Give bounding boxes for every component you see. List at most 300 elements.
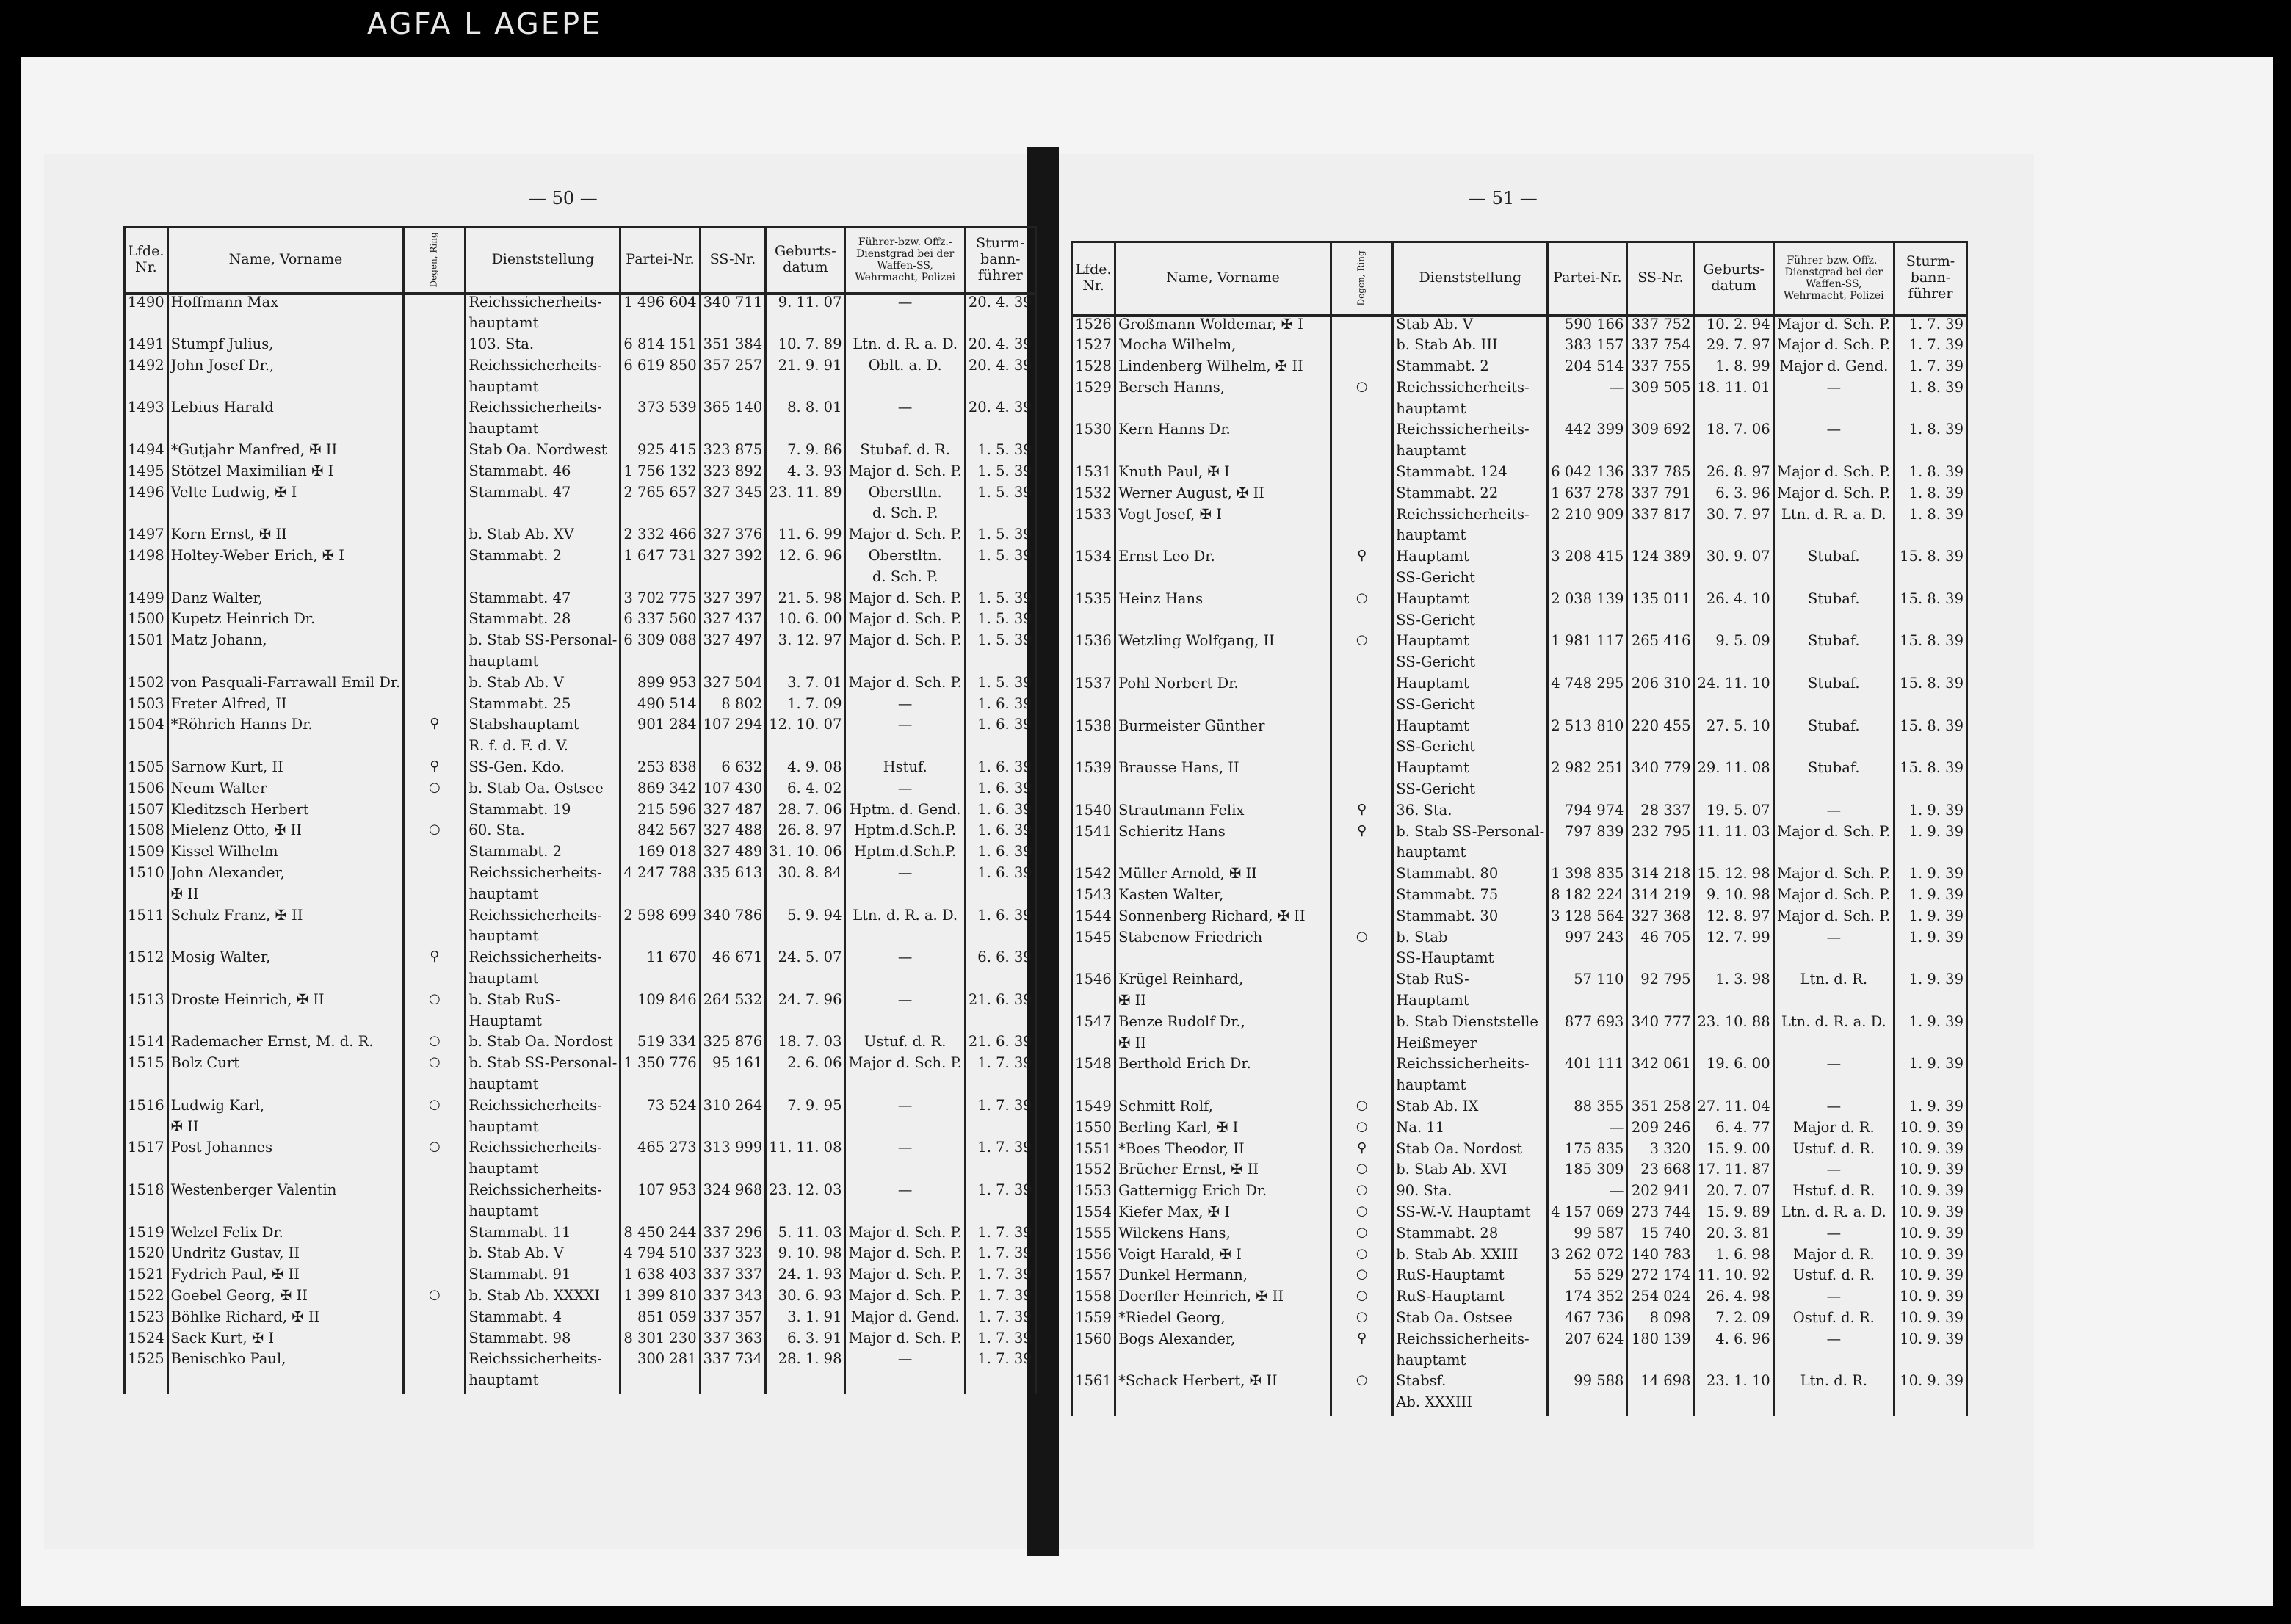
partei-nr-cell bbox=[620, 1120, 700, 1141]
row-number-cell: 1513 bbox=[125, 993, 168, 1014]
dienststellung-cell: Hauptamt bbox=[1393, 761, 1548, 782]
ring-mark-cell bbox=[1331, 316, 1393, 338]
sturmbannfuehrer-date-cell: 1. 5. 39 bbox=[965, 548, 1035, 570]
sturmbannfuehrer-date-cell: 10. 9. 39 bbox=[1894, 1142, 1966, 1163]
ss-nr-cell: 327 397 bbox=[700, 591, 766, 612]
dienststellung-cell: hauptamt bbox=[466, 1161, 620, 1183]
geburtsdatum-cell: 12. 7. 99 bbox=[1694, 930, 1773, 951]
sturmbannfuehrer-date-cell: 1. 7. 39 bbox=[965, 1140, 1035, 1161]
partei-nr-cell: 6 042 136 bbox=[1548, 465, 1627, 486]
geburtsdatum-cell: 24. 1. 93 bbox=[766, 1267, 845, 1288]
geburtsdatum-cell: 1. 3. 98 bbox=[1694, 972, 1773, 993]
row-number-cell: 1507 bbox=[125, 802, 168, 824]
partei-nr-cell: 57 110 bbox=[1548, 972, 1627, 993]
geburtsdatum-cell: 9. 10. 98 bbox=[766, 1246, 845, 1267]
ss-nr-cell: 135 011 bbox=[1627, 592, 1694, 613]
ss-nr-cell: 309 505 bbox=[1627, 380, 1694, 402]
row-number-cell: 1520 bbox=[125, 1246, 168, 1267]
sturmbannfuehrer-date-cell: 1. 6. 39 bbox=[965, 866, 1035, 887]
partei-nr-cell: 107 953 bbox=[620, 1183, 700, 1204]
partei-nr-cell: 2 765 657 bbox=[620, 485, 700, 507]
dienststellung-cell: b. Stab Ab. XXXXI bbox=[466, 1288, 620, 1310]
dienstgrad-cell: Stubaf. bbox=[1773, 592, 1894, 613]
person-name-cell bbox=[1115, 951, 1331, 972]
partei-nr-cell: 6 309 088 bbox=[620, 633, 700, 654]
ring-mark-cell: ○ bbox=[404, 781, 466, 802]
header-rang: Führer-bzw. Offz.-Dienstgrad bei der Waffen-SS, Wehrmacht, Polizei bbox=[845, 228, 965, 294]
ring-mark-cell bbox=[404, 485, 466, 507]
ss-nr-cell: 337 754 bbox=[1627, 338, 1694, 359]
ring-mark-cell: ○ bbox=[1331, 1183, 1393, 1205]
person-name-cell: Berling Karl, ✠ I bbox=[1115, 1120, 1331, 1142]
person-name-cell: Ernst Leo Dr. bbox=[1115, 549, 1331, 570]
dienstgrad-cell bbox=[845, 929, 965, 950]
person-name-cell: Stabenow Friedrich bbox=[1115, 930, 1331, 951]
page-number-right: — 51 — bbox=[1469, 188, 1538, 209]
person-name-cell bbox=[1115, 443, 1331, 465]
person-name-cell: John Alexander, bbox=[167, 866, 404, 887]
dienststellung-cell: b. Stab SS-Personal- bbox=[466, 633, 620, 654]
dienststellung-cell: hauptamt bbox=[466, 1077, 620, 1098]
dienstgrad-cell: Oberstltn. bbox=[845, 485, 965, 507]
ss-nr-cell: 323 875 bbox=[700, 443, 766, 464]
person-name-cell bbox=[1115, 1353, 1331, 1374]
dienstgrad-cell bbox=[845, 316, 965, 337]
row-number-cell: 1554 bbox=[1072, 1205, 1115, 1226]
person-name-cell: Mocha Wilhelm, bbox=[1115, 338, 1331, 359]
ss-nr-cell bbox=[1627, 528, 1694, 549]
ss-nr-cell: 15 740 bbox=[1627, 1226, 1694, 1247]
person-name-cell: Droste Heinrich, ✠ II bbox=[167, 993, 404, 1014]
dienstgrad-cell bbox=[845, 1077, 965, 1098]
partei-nr-cell bbox=[1548, 1395, 1627, 1416]
partei-nr-cell: 8 182 224 bbox=[1548, 888, 1627, 909]
person-name-cell bbox=[167, 570, 404, 591]
dienstgrad-cell: Stubaf. bbox=[1773, 676, 1894, 697]
table-row bbox=[125, 633, 1036, 654]
dienstgrad-cell: Oberstltn. bbox=[845, 548, 965, 570]
person-name-cell: Goebel Georg, ✠ II bbox=[167, 1288, 404, 1310]
person-name-cell bbox=[167, 1014, 404, 1035]
table-row bbox=[125, 1120, 1036, 1141]
partei-nr-cell: 4 157 069 bbox=[1548, 1205, 1627, 1226]
dienststellung-cell: Reichssicherheits- bbox=[466, 866, 620, 887]
row-number-cell bbox=[125, 1120, 168, 1141]
ring-mark-cell bbox=[1331, 359, 1393, 380]
dienststellung-cell: Stabshauptamt bbox=[466, 717, 620, 739]
sturmbannfuehrer-date-cell bbox=[965, 1204, 1035, 1225]
person-name-cell bbox=[1115, 528, 1331, 549]
dienststellung-cell: b. Stab Ab. III bbox=[1393, 338, 1548, 359]
sturmbannfuehrer-date-cell bbox=[965, 929, 1035, 950]
sturmbannfuehrer-date-cell: 1. 5. 39 bbox=[965, 591, 1035, 612]
table-row bbox=[125, 802, 1036, 824]
dienstgrad-cell: Major d. Sch. P. bbox=[845, 1331, 965, 1352]
table-row bbox=[125, 760, 1036, 781]
ring-mark-cell bbox=[404, 1225, 466, 1247]
partei-nr-cell bbox=[620, 1014, 700, 1035]
row-number-cell bbox=[1072, 655, 1115, 676]
dienststellung-cell: Reichssicherheits- bbox=[466, 950, 620, 971]
sturmbannfuehrer-date-cell bbox=[965, 887, 1035, 908]
table-row bbox=[125, 1014, 1036, 1035]
ring-mark-cell bbox=[404, 421, 466, 443]
person-name-cell: Lebius Harald bbox=[167, 400, 404, 421]
person-name-cell: Freter Alfred, II bbox=[167, 697, 404, 718]
dienststellung-cell: Stammabt. 80 bbox=[1393, 866, 1548, 888]
geburtsdatum-cell: 26. 8. 97 bbox=[1694, 465, 1773, 486]
dienstgrad-cell bbox=[1773, 1395, 1894, 1416]
dienstgrad-cell bbox=[1773, 697, 1894, 719]
ss-nr-cell: 327 376 bbox=[700, 527, 766, 548]
partei-nr-cell: 997 243 bbox=[1548, 930, 1627, 951]
sturmbannfuehrer-date-cell bbox=[1894, 1353, 1966, 1374]
person-name-cell: Dunkel Hermann, bbox=[1115, 1268, 1331, 1289]
sturmbannfuehrer-date-cell: 1. 7. 39 bbox=[965, 1331, 1035, 1352]
sturmbannfuehrer-date-cell: 1. 9. 39 bbox=[1894, 1015, 1966, 1036]
ss-nr-cell bbox=[1627, 1353, 1694, 1374]
person-name-cell bbox=[167, 654, 404, 675]
dienstgrad-cell: — bbox=[845, 1352, 965, 1373]
sturmbannfuehrer-date-cell: 1. 9. 39 bbox=[1894, 909, 1966, 930]
partei-nr-cell: 1 981 117 bbox=[1548, 634, 1627, 655]
sturmbannfuehrer-date-cell: 10. 9. 39 bbox=[1894, 1268, 1966, 1289]
partei-nr-cell bbox=[620, 887, 700, 908]
ring-mark-cell bbox=[404, 802, 466, 824]
geburtsdatum-cell: 29. 7. 97 bbox=[1694, 338, 1773, 359]
dienststellung-cell: Stammabt. 2 bbox=[466, 844, 620, 866]
dienstgrad-cell: — bbox=[1773, 380, 1894, 402]
dienstgrad-cell: Ustuf. d. R. bbox=[1773, 1268, 1894, 1289]
header-rang: Führer-bzw. Offz.-Dienstgrad bei der Waffen-SS, Wehrmacht, Polizei bbox=[1773, 242, 1894, 316]
row-number-cell: 1534 bbox=[1072, 549, 1115, 570]
header-lfd: Lfde. Nr. bbox=[125, 228, 168, 294]
ring-mark-cell bbox=[1331, 845, 1393, 866]
ring-mark-cell: ○ bbox=[1331, 1374, 1393, 1395]
ring-mark-cell bbox=[404, 358, 466, 380]
geburtsdatum-cell bbox=[1694, 845, 1773, 866]
partei-nr-cell: 253 838 bbox=[620, 760, 700, 781]
table-row bbox=[125, 294, 1036, 316]
row-number-cell: 1497 bbox=[125, 527, 168, 548]
row-number-cell: 1558 bbox=[1072, 1289, 1115, 1311]
geburtsdatum-cell: 3. 1. 91 bbox=[766, 1310, 845, 1331]
row-number-cell bbox=[125, 1161, 168, 1183]
dienststellung-cell: Stammabt. 25 bbox=[466, 697, 620, 718]
person-name-cell: Lindenberg Wilhelm, ✠ II bbox=[1115, 359, 1331, 380]
dienstgrad-cell: d. Sch. P. bbox=[845, 570, 965, 591]
table-row bbox=[125, 739, 1036, 760]
dienststellung-cell: b. Stab Ab. XVI bbox=[1393, 1162, 1548, 1183]
person-name-cell bbox=[1115, 1078, 1331, 1099]
table-row bbox=[1072, 972, 1967, 993]
ss-nr-cell: 206 310 bbox=[1627, 676, 1694, 697]
sturmbannfuehrer-date-cell bbox=[1894, 951, 1966, 972]
ring-mark-cell bbox=[1331, 909, 1393, 930]
person-name-cell: Kiefer Max, ✠ I bbox=[1115, 1205, 1331, 1226]
person-name-cell bbox=[1115, 1395, 1331, 1416]
dienstgrad-cell: Major d. Sch. P. bbox=[845, 1056, 965, 1077]
row-number-cell: 1549 bbox=[1072, 1099, 1115, 1120]
row-number-cell: 1499 bbox=[125, 591, 168, 612]
person-name-cell bbox=[167, 380, 404, 401]
table-row bbox=[1072, 1056, 1967, 1078]
partei-nr-cell: 109 846 bbox=[620, 993, 700, 1014]
dienststellung-cell: Stammabt. 11 bbox=[466, 1225, 620, 1247]
ss-nr-cell bbox=[700, 1077, 766, 1098]
header-lfd: Lfde. Nr. bbox=[1072, 242, 1115, 316]
geburtsdatum-cell: 30. 9. 07 bbox=[1694, 549, 1773, 570]
dienstgrad-cell: — bbox=[1773, 422, 1894, 443]
person-name-cell: Rademacher Ernst, M. d. R. bbox=[167, 1034, 404, 1056]
partei-nr-cell: 401 111 bbox=[1548, 1056, 1627, 1078]
geburtsdatum-cell: 3. 12. 97 bbox=[766, 633, 845, 654]
ss-nr-cell: 95 161 bbox=[700, 1056, 766, 1077]
sturmbannfuehrer-date-cell: 20. 4. 39 bbox=[965, 337, 1035, 358]
table-row bbox=[1072, 1183, 1967, 1205]
partei-nr-cell: 185 309 bbox=[1548, 1162, 1627, 1183]
partei-nr-cell: 169 018 bbox=[620, 844, 700, 866]
dienstgrad-cell: — bbox=[1773, 1332, 1894, 1353]
geburtsdatum-cell: 9. 11. 07 bbox=[766, 294, 845, 316]
geburtsdatum-cell bbox=[766, 887, 845, 908]
row-number-cell: 1522 bbox=[125, 1288, 168, 1310]
partei-nr-cell: 8 301 230 bbox=[620, 1331, 700, 1352]
table-row bbox=[125, 316, 1036, 337]
sturmbannfuehrer-date-cell: 1. 9. 39 bbox=[1894, 1056, 1966, 1078]
dienstgrad-cell bbox=[845, 971, 965, 993]
row-number-cell: 1502 bbox=[125, 675, 168, 697]
person-name-cell: Benischko Paul, bbox=[167, 1352, 404, 1373]
geburtsdatum-cell: 20. 7. 07 bbox=[1694, 1183, 1773, 1205]
table-row bbox=[125, 697, 1036, 718]
dienststellung-cell: b. Stab Dienststelle bbox=[1393, 1015, 1548, 1036]
person-name-cell: Sonnenberg Richard, ✠ II bbox=[1115, 909, 1331, 930]
sturmbannfuehrer-date-cell: 1. 7. 39 bbox=[965, 1225, 1035, 1247]
person-name-cell bbox=[1115, 845, 1331, 866]
dienstgrad-cell: Ltn. d. R. a. D. bbox=[845, 908, 965, 929]
row-number-cell: 1542 bbox=[1072, 866, 1115, 888]
geburtsdatum-cell: 18. 7. 03 bbox=[766, 1034, 845, 1056]
person-name-cell: Kasten Walter, bbox=[1115, 888, 1331, 909]
geburtsdatum-cell bbox=[1694, 1078, 1773, 1099]
dienstgrad-cell bbox=[845, 421, 965, 443]
table-row bbox=[1072, 359, 1967, 380]
table-row bbox=[125, 866, 1036, 887]
ring-mark-cell bbox=[1331, 402, 1393, 423]
ring-mark-cell bbox=[404, 739, 466, 760]
person-name-cell: ✠ II bbox=[167, 1120, 404, 1141]
geburtsdatum-cell: 27. 11. 04 bbox=[1694, 1099, 1773, 1120]
row-number-cell bbox=[1072, 443, 1115, 465]
geburtsdatum-cell bbox=[766, 654, 845, 675]
partei-nr-cell bbox=[1548, 1353, 1627, 1374]
partei-nr-cell bbox=[620, 971, 700, 993]
sturmbannfuehrer-date-cell: 1. 9. 39 bbox=[1894, 1099, 1966, 1120]
dienstgrad-cell: Ustuf. d. R. bbox=[1773, 1142, 1894, 1163]
row-number-cell: 1559 bbox=[1072, 1311, 1115, 1332]
geburtsdatum-cell: 12. 8. 97 bbox=[1694, 909, 1773, 930]
ring-mark-cell bbox=[1331, 697, 1393, 719]
ss-nr-cell: 365 140 bbox=[700, 400, 766, 421]
ring-mark-cell bbox=[404, 1014, 466, 1035]
sturmbannfuehrer-date-cell: 1. 9. 39 bbox=[1894, 824, 1966, 846]
ss-nr-cell bbox=[1627, 697, 1694, 719]
dienstgrad-cell bbox=[845, 1120, 965, 1141]
ss-nr-cell bbox=[700, 1161, 766, 1183]
row-number-cell: 1538 bbox=[1072, 719, 1115, 740]
sturmbannfuehrer-date-cell: 1. 8. 39 bbox=[1894, 507, 1966, 529]
partei-nr-cell: 442 399 bbox=[1548, 422, 1627, 443]
dienststellung-cell: Stab Oa. Nordwest bbox=[466, 443, 620, 464]
dienststellung-cell: Stammabt. 28 bbox=[1393, 1226, 1548, 1247]
partei-nr-cell: 1 638 403 bbox=[620, 1267, 700, 1288]
sturmbannfuehrer-date-cell: 10. 9. 39 bbox=[1894, 1374, 1966, 1395]
sturmbannfuehrer-date-cell: 1. 9. 39 bbox=[1894, 803, 1966, 824]
dienststellung-cell: hauptamt bbox=[1393, 1353, 1548, 1374]
person-name-cell bbox=[167, 506, 404, 527]
ss-nr-cell: 92 795 bbox=[1627, 972, 1694, 993]
ring-mark-cell bbox=[404, 1352, 466, 1373]
dienstgrad-cell bbox=[1773, 443, 1894, 465]
person-name-cell: Schulz Franz, ✠ II bbox=[167, 908, 404, 929]
partei-nr-cell: 3 262 072 bbox=[1548, 1247, 1627, 1269]
ring-mark-cell bbox=[1331, 676, 1393, 697]
table-row bbox=[1072, 1289, 1967, 1311]
table-row bbox=[1072, 1036, 1967, 1057]
dienstgrad-cell: Major d. Sch. P. bbox=[1773, 909, 1894, 930]
dienststellung-cell: SS-Gericht bbox=[1393, 739, 1548, 761]
person-name-cell: Bersch Hanns, bbox=[1115, 380, 1331, 402]
row-number-cell bbox=[1072, 1036, 1115, 1057]
row-number-cell: 1530 bbox=[1072, 422, 1115, 443]
dienststellung-cell: b. Stab Oa. Nordost bbox=[466, 1034, 620, 1056]
dienststellung-cell: 60. Sta. bbox=[466, 823, 620, 844]
dienststellung-cell: Stammabt. 19 bbox=[466, 802, 620, 824]
table-row bbox=[125, 950, 1036, 971]
sturmbannfuehrer-date-cell: 1. 5. 39 bbox=[965, 633, 1035, 654]
geburtsdatum-cell: 2. 6. 06 bbox=[766, 1056, 845, 1077]
partei-nr-cell: 1 637 278 bbox=[1548, 486, 1627, 507]
sturmbannfuehrer-date-cell: 15. 8. 39 bbox=[1894, 719, 1966, 740]
dienststellung-cell: Reichssicherheits- bbox=[466, 1140, 620, 1161]
sturmbannfuehrer-date-cell: 1. 5. 39 bbox=[965, 485, 1035, 507]
sturmbannfuehrer-date-cell: 1. 7. 39 bbox=[1894, 316, 1966, 338]
dienststellung-cell: RuS-Hauptamt bbox=[1393, 1268, 1548, 1289]
ss-nr-cell bbox=[700, 971, 766, 993]
geburtsdatum-cell: 26. 4. 10 bbox=[1694, 592, 1773, 613]
table-row bbox=[125, 1161, 1036, 1183]
row-number-cell: 1545 bbox=[1072, 930, 1115, 951]
row-number-cell: 1503 bbox=[125, 697, 168, 718]
partei-nr-cell: 207 624 bbox=[1548, 1332, 1627, 1353]
table-row bbox=[125, 1310, 1036, 1331]
sturmbannfuehrer-date-cell: 20. 4. 39 bbox=[965, 400, 1035, 421]
partei-nr-cell: 2 332 466 bbox=[620, 527, 700, 548]
dienststellung-cell: Stab Oa. Nordost bbox=[1393, 1142, 1548, 1163]
ss-nr-cell bbox=[1627, 739, 1694, 761]
ss-nr-cell: 337 357 bbox=[700, 1310, 766, 1331]
ss-nr-cell: 314 218 bbox=[1627, 866, 1694, 888]
dienststellung-cell: Reichssicherheits- bbox=[466, 1183, 620, 1204]
geburtsdatum-cell: 3. 7. 01 bbox=[766, 675, 845, 697]
geburtsdatum-cell bbox=[1694, 613, 1773, 634]
dienstgrad-cell: Major d. Sch. P. bbox=[845, 1225, 965, 1247]
geburtsdatum-cell: 6. 4. 77 bbox=[1694, 1120, 1773, 1142]
partei-nr-cell: 490 514 bbox=[620, 697, 700, 718]
partei-nr-cell: 1 496 604 bbox=[620, 294, 700, 316]
dienstgrad-cell: Major d. Sch. P. bbox=[845, 633, 965, 654]
ss-nr-cell bbox=[700, 1373, 766, 1394]
dienststellung-cell: b. Stab SS-Personal- bbox=[1393, 824, 1548, 846]
dienstgrad-cell: — bbox=[845, 400, 965, 421]
geburtsdatum-cell: 30. 6. 93 bbox=[766, 1288, 845, 1310]
ring-mark-cell bbox=[404, 929, 466, 950]
row-number-cell: 1561 bbox=[1072, 1374, 1115, 1395]
ss-nr-cell: 254 024 bbox=[1627, 1289, 1694, 1311]
dienstgrad-cell: — bbox=[845, 866, 965, 887]
dienstgrad-cell: — bbox=[845, 1183, 965, 1204]
header-name: Name, Vorname bbox=[167, 228, 404, 294]
ring-mark-cell: ○ bbox=[1331, 1162, 1393, 1183]
table-row bbox=[1072, 422, 1967, 443]
ss-nr-cell bbox=[1627, 613, 1694, 634]
row-number-cell: 1541 bbox=[1072, 824, 1115, 846]
ss-nr-cell bbox=[700, 887, 766, 908]
table-row bbox=[125, 548, 1036, 570]
table-row bbox=[125, 1056, 1036, 1077]
ring-mark-cell bbox=[404, 844, 466, 866]
geburtsdatum-cell bbox=[766, 1373, 845, 1394]
ring-mark-cell bbox=[1331, 422, 1393, 443]
ss-nr-cell: 337 752 bbox=[1627, 316, 1694, 338]
row-number-cell: 1527 bbox=[1072, 338, 1115, 359]
row-number-cell bbox=[1072, 1395, 1115, 1416]
geburtsdatum-cell: 11. 10. 92 bbox=[1694, 1268, 1773, 1289]
table-row bbox=[1072, 676, 1967, 697]
row-number-cell: 1493 bbox=[125, 400, 168, 421]
person-name-cell: Brücher Ernst, ✠ II bbox=[1115, 1162, 1331, 1183]
person-name-cell: Kern Hanns Dr. bbox=[1115, 422, 1331, 443]
geburtsdatum-cell bbox=[1694, 951, 1773, 972]
sturmbannfuehrer-date-cell bbox=[965, 654, 1035, 675]
geburtsdatum-cell: 29. 11. 08 bbox=[1694, 761, 1773, 782]
ring-mark-cell: ○ bbox=[404, 993, 466, 1014]
table-row bbox=[125, 781, 1036, 802]
ring-mark-cell bbox=[1331, 1056, 1393, 1078]
table-row bbox=[1072, 845, 1967, 866]
row-number-cell: 1548 bbox=[1072, 1056, 1115, 1078]
table-row bbox=[1072, 803, 1967, 824]
row-number-cell: 1536 bbox=[1072, 634, 1115, 655]
dienststellung-cell: Stammabt. 124 bbox=[1393, 465, 1548, 486]
dienstgrad-cell: Ltn. d. R. a. D. bbox=[845, 337, 965, 358]
person-name-cell: Ludwig Karl, bbox=[167, 1098, 404, 1120]
partei-nr-cell bbox=[1548, 993, 1627, 1015]
dienststellung-cell: Stammabt. 47 bbox=[466, 485, 620, 507]
table-row bbox=[1072, 486, 1967, 507]
dienstgrad-cell: — bbox=[1773, 1162, 1894, 1183]
dienststellung-cell: hauptamt bbox=[466, 316, 620, 337]
geburtsdatum-cell bbox=[766, 929, 845, 950]
geburtsdatum-cell: 18. 7. 06 bbox=[1694, 422, 1773, 443]
ss-nr-cell: 342 061 bbox=[1627, 1056, 1694, 1078]
person-name-cell: Holtey-Weber Erich, ✠ I bbox=[167, 548, 404, 570]
row-number-cell: 1496 bbox=[125, 485, 168, 507]
partei-nr-cell: 4 748 295 bbox=[1548, 676, 1627, 697]
person-name-cell bbox=[167, 316, 404, 337]
row-number-cell: 1494 bbox=[125, 443, 168, 464]
